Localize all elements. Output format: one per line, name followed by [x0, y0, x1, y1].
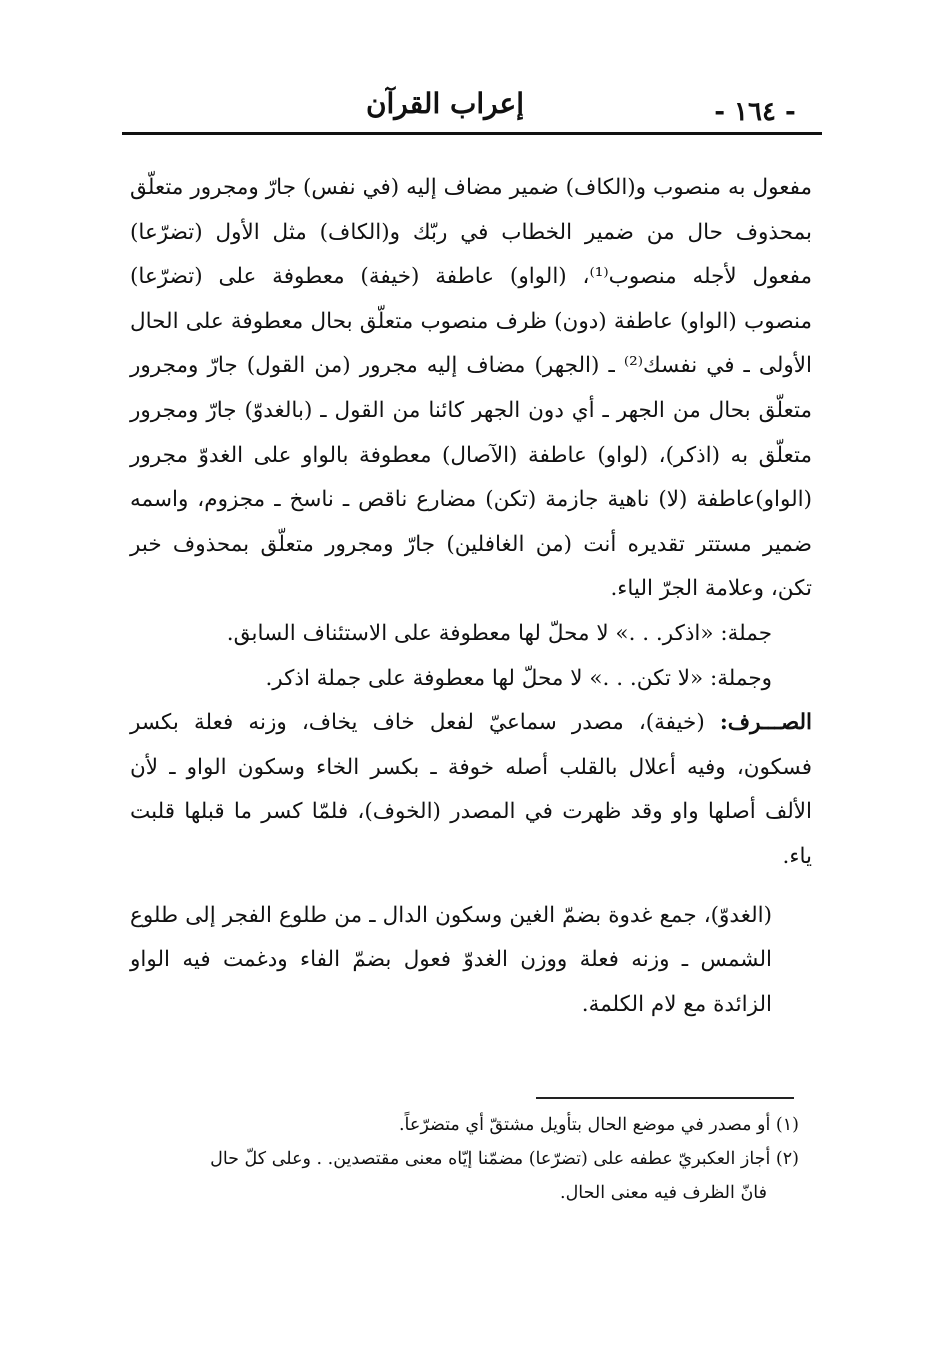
header-rule	[122, 132, 822, 135]
paragraph-jumla-2: وجملة: «لا تكن. . .» لا محلّ لها معطوفة على جملة اذكر.	[265, 665, 772, 691]
page-number: - ١٦٤ -	[714, 97, 796, 127]
footnote-rule	[536, 1097, 794, 1099]
sarf-text: (خيفة)، مصدر سماعيّ لفعل خاف يخاف، وزنه فعلة بكسر فسكون، وفيه أعلال بالقلب أصله خوفة ـ بكسر الخاء وسكون الواو ـ لأن الألف أصلها واو وقد ظهرت في المصدر (الخوف)، فلمّا كسر ما قبلها قلبت ياء.	[130, 710, 812, 869]
footnote-2	[135, 1142, 799, 1210]
footnote-2-line-2: فانّ الظرف فيه معنى الحال.	[560, 1183, 767, 1203]
footnote-1: (١) أو مصدر في موضع الحال بتأويل مشتقّ أي متضرّعاً.	[398, 1115, 799, 1135]
sarf-label: الصـــرف:	[719, 710, 812, 736]
paragraph-sarf	[130, 701, 812, 879]
main-text	[130, 166, 812, 1027]
footnote-2-line-1: (٢) أجاز العكبريّ عطفه على (تضرّعا) مضمّنا إيّاه معنى مقتصدين. . وعلى كلّ حال	[210, 1149, 799, 1169]
paragraph-jumla-1: جملة: «اذكر. . .» لا محلّ لها معطوفة على الاستئناف السابق.	[226, 620, 772, 646]
paragraph-ghuduw: (الغدوّ)، جمع غدوة بضمّ الغين وسكون الدال ـ من طلوع الفجر إلى طلوع الشمس ـ وزنه فعلة ووزن الغدوّ فعول بضمّ الفاء ودغمت فيه الواو الزائدة مع لام الكلمة.	[130, 902, 772, 1017]
paragraph-irab: مفعول به منصوب و(الكاف) ضمير مضاف إليه (في نفس) جارّ ومجرور متعلّق بمحذوف حال من ضمير الخطاب في ربّك و(الكاف) مثل الأول (تضرّعا) مفعول لأجله منصوب⁽¹⁾، (الواو) عاطفة (خيفة) معطوفة على (تضرّعا) منصوب (الواو) عاطفة (دون) ظرف منصوب متعلّق بحال معطوفة على الحال الأولى ـ في نفسك⁽²⁾ ـ (الجهر) مضاف إليه مجرور (من القول) جارّ ومجرور متعلّق بحال من الجهر ـ أي دون الجهر كائنا من القول ـ (بالغدوّ) جارّ ومجرور متعلّق به (اذكر)، (لواو) عاطفة (الآصال) معطوفة بالواو على الغدوّ مجرور (الواو)عاطفة (لا) ناهية جازمة (تكن) مضارع ناقص ـ ناسخ ـ مجزوم، واسمه ضمير مستتر تقديره أنت (من الغافلين) جارّ ومجرور متعلّق بمحذوف خبر تكن، وعلامة الجرّ الياء.	[130, 175, 813, 602]
running-title: إعراب القرآن	[365, 87, 525, 120]
footnotes	[135, 1108, 799, 1210]
